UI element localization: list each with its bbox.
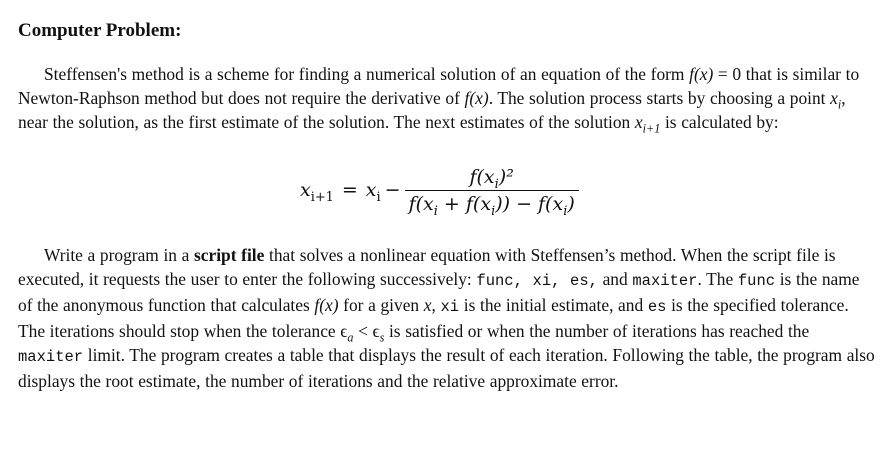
formula-lhs bbox=[300, 179, 334, 205]
den-a-sub: i bbox=[433, 203, 438, 219]
lhs-sub: i+1 bbox=[310, 189, 334, 205]
task-text-4: . The bbox=[697, 269, 738, 289]
epsilon-s: ϵ bbox=[372, 321, 380, 341]
intro-paragraph bbox=[18, 62, 876, 134]
den-a: f(x bbox=[408, 192, 434, 215]
rhs-var: x bbox=[365, 179, 377, 201]
den-b-sub: i bbox=[491, 203, 496, 219]
epsilon-a-sub: a bbox=[347, 330, 354, 345]
intro-text-4: , near the solution, as the first estimate of the solution. The next estimates of the solution bbox=[18, 88, 846, 132]
x-term: x bbox=[423, 295, 432, 315]
task-text-1: Write a program in a bbox=[44, 245, 195, 265]
task-text-3: and bbox=[597, 269, 633, 289]
fx-term-2: f(x) bbox=[464, 88, 489, 108]
task-text-11: is satisfied or when the number of iterations has reached the bbox=[384, 321, 810, 341]
maxiter-code: maxiter bbox=[632, 272, 698, 290]
inputs-code: func, xi, es, bbox=[476, 272, 598, 290]
xnext-term: x bbox=[634, 112, 643, 132]
num-end: )² bbox=[498, 165, 514, 188]
intro-text-3: . The solution process starts by choosing a point bbox=[488, 88, 831, 108]
den-b: + f(x bbox=[437, 192, 492, 215]
intro-text-5: is calculated by: bbox=[660, 112, 779, 132]
formula-equals: = bbox=[341, 179, 358, 201]
epsilon-a: ϵ bbox=[340, 321, 348, 341]
fx-term: f(x) bbox=[689, 64, 714, 84]
task-text-2: that solves a nonlinear equation with Steffensen’s method. When the script file is executed, it requests the user to enter the following successively: bbox=[18, 245, 836, 289]
xnext-subscript: i+1 bbox=[642, 121, 661, 136]
formula-numerator bbox=[463, 166, 519, 190]
intro-text-1: Steffensen's method is a scheme for finding a numerical solution of an equation of the form bbox=[44, 64, 690, 84]
formula-denominator bbox=[405, 190, 579, 219]
epsilon-s-sub: s bbox=[379, 330, 385, 345]
fx-term-3: f(x) bbox=[314, 295, 339, 315]
den-c: )) − f(x bbox=[495, 192, 564, 215]
xi-term: x bbox=[830, 88, 838, 108]
problem-heading: Computer Problem: bbox=[18, 20, 182, 41]
task-paragraph bbox=[18, 243, 876, 393]
formula-fraction bbox=[405, 165, 579, 219]
xi-code: xi bbox=[440, 298, 460, 316]
den-d: ) bbox=[567, 192, 575, 215]
script-file-bold: script file bbox=[194, 245, 265, 265]
task-text-8: is the initial estimate, and bbox=[459, 295, 648, 315]
task-text-9: is the specified tolerance. The iterations should stop when the tolerance bbox=[18, 295, 849, 341]
formula-minus: − bbox=[384, 179, 401, 201]
lhs-var: x bbox=[300, 179, 311, 201]
task-text-5: is the name of the anonymous function that calculates bbox=[18, 269, 860, 315]
num-sub: i bbox=[494, 176, 499, 192]
task-text-7: , bbox=[431, 295, 441, 315]
task-text-12: limit. The program creates a table that displays the result of each iteration. Following the table, the program also displays the root estimate, the number of iterations and the relative approximate error. bbox=[18, 345, 875, 391]
task-text-10: < bbox=[353, 321, 373, 341]
es-code: es bbox=[647, 298, 667, 316]
formula-xi bbox=[365, 179, 381, 205]
num-a: f(x bbox=[469, 165, 495, 188]
task-text-6: for a given bbox=[338, 295, 424, 315]
den-c-sub: i bbox=[563, 203, 568, 219]
rhs-sub: i bbox=[376, 189, 381, 205]
xi-subscript: i bbox=[837, 97, 842, 112]
func-code: func bbox=[737, 272, 776, 290]
steffensen-formula bbox=[300, 160, 579, 220]
maxiter-code-2: maxiter bbox=[18, 348, 84, 366]
intro-text-2: = 0 that is similar to Newton-Raphson method but does not require the derivative of bbox=[18, 64, 860, 108]
